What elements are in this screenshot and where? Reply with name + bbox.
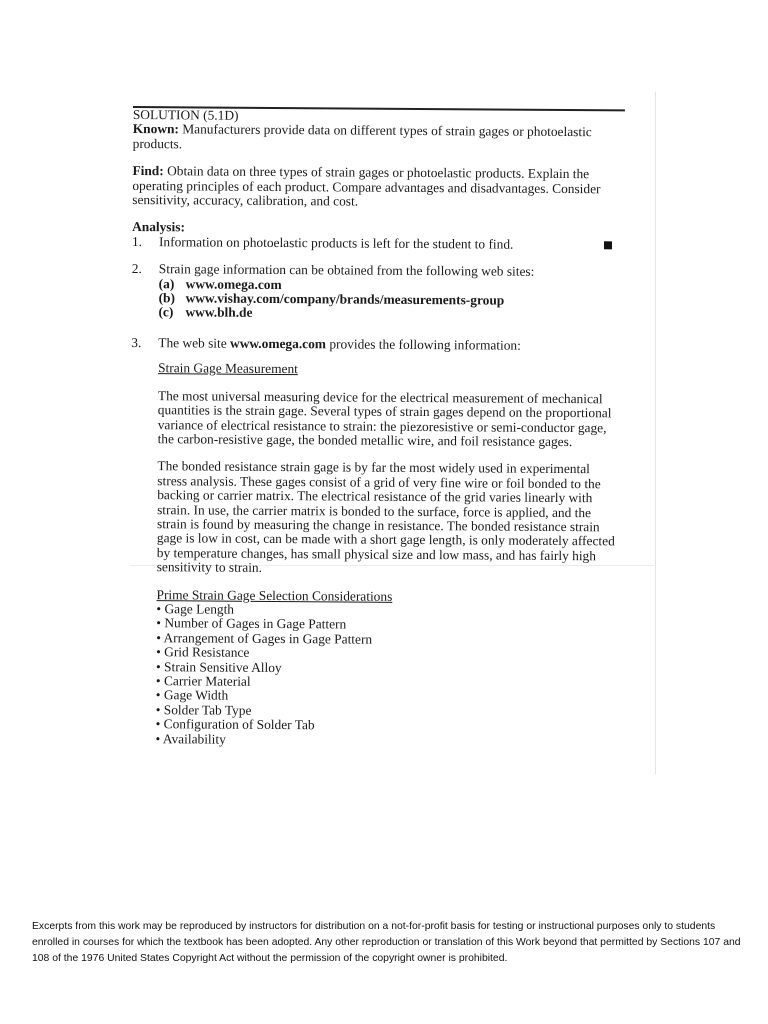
bullet: • bbox=[155, 701, 161, 718]
copyright-notice: Excerpts from this work may be reproduced by instructors for distribution on a not-for-profit basis for testing or instructional purposes only to students enrolled in courses for which the textbook has been adopted. Any other reproduction or translation of this Work beyond that permitted by Sections 107 and 108 of the 1976 United States Copyright Act without the permission of the copyright owner is prohibited. bbox=[32, 921, 741, 964]
consideration: Configuration of Solder Tab bbox=[163, 716, 315, 733]
known-paragraph bbox=[133, 122, 625, 154]
strain-gage-measurement-heading: Strain Gage Measurement bbox=[158, 360, 298, 377]
find-text: Obtain data on three types of strain gages or photoelastic products. Explain the operating principles of each product. Compare advantages and disadvantages. Consider sensitivity, accuracy, calibration, and cost. bbox=[132, 163, 601, 209]
consideration: Arrangement of Gages in Gage Pattern bbox=[163, 630, 373, 647]
site-url: www.omega.com bbox=[185, 276, 282, 292]
site-letter: (b) bbox=[158, 290, 176, 306]
selection-considerations-heading: Prime Strain Gage Selection Considerations bbox=[156, 586, 393, 604]
web-site-list bbox=[158, 277, 623, 323]
analysis-heading: Analysis: bbox=[132, 219, 185, 235]
list-item bbox=[155, 732, 620, 750]
web-site-item bbox=[158, 306, 623, 324]
bullet: • bbox=[156, 629, 161, 645]
find-label: Find: bbox=[132, 163, 164, 179]
item-text: Information on photoelastic products is left for the student to find. bbox=[158, 234, 514, 252]
consideration: Gage Length bbox=[164, 601, 235, 617]
item-text bbox=[158, 336, 521, 353]
bullet: • bbox=[155, 658, 161, 674]
measurement-paragraph-1: The most universal measuring device for the electrical measurement of mechanical quantities is the strain gage. Several types of strain gages depend on the proportional variance of electrical resistance to strain: the piezoresistive or semi-conductor gage, the carbon-resistive gage, the bonded metallic wire, and foil resistance gages. bbox=[157, 387, 612, 449]
item-text-before: The web site bbox=[158, 335, 231, 351]
bullet: • bbox=[155, 716, 161, 732]
consideration: Number of Gages in Gage Pattern bbox=[164, 615, 347, 632]
item-number: 2. bbox=[131, 261, 142, 277]
solution-title: SOLUTION (5.1D) bbox=[132, 106, 239, 123]
end-of-solution-square bbox=[604, 241, 612, 249]
scan-edge-line bbox=[655, 92, 656, 774]
measurement-paragraph-2: The bonded resistance strain gage is by far the most widely used in experimental stress analysis. These gages consist of a grid of very fine wire or foil bonded to the backing or carrier matrix. The electrical resistance of the grid varies linearly with strain. In use, the carrier matrix is bonded to the surface, force is applied, and the strain is found by measuring the change in resistance. The bonded resistance strain gage is low in cost, can be made with a short gage length, is only moderately affected by temperature changes, has small physical size and low mass, and has fairly high sensitivity to strain. bbox=[156, 458, 615, 576]
find-paragraph bbox=[132, 164, 624, 211]
site-url: www.blh.de bbox=[185, 304, 253, 321]
consideration: Carrier Material bbox=[163, 673, 251, 689]
analysis-item-2 bbox=[131, 262, 623, 323]
bullet: • bbox=[156, 644, 161, 660]
known-text: Manufacturers provide data on different types of strain gages or photoelastic products. bbox=[132, 121, 592, 152]
analysis-item-1 bbox=[132, 235, 624, 253]
bullet: • bbox=[155, 687, 161, 703]
consideration: Availability bbox=[162, 730, 226, 747]
site-letter: (c) bbox=[158, 304, 174, 320]
site-url: www.vishay.com/company/brands/measurements-group bbox=[185, 290, 505, 308]
consideration: Grid Resistance bbox=[164, 644, 250, 661]
bullet: • bbox=[156, 601, 162, 617]
item-number: 3. bbox=[131, 334, 142, 350]
bullet: • bbox=[156, 615, 162, 631]
analysis-item-3 bbox=[128, 336, 623, 750]
bullet: • bbox=[155, 673, 161, 689]
considerations-list bbox=[155, 602, 621, 749]
item-site: www.omega.com bbox=[230, 335, 327, 352]
scanned-page bbox=[128, 98, 625, 749]
item-text-after: provides the following information: bbox=[325, 336, 521, 353]
bullet: • bbox=[155, 730, 161, 746]
known-label: Known: bbox=[132, 121, 179, 137]
consideration: Strain Sensitive Alloy bbox=[164, 658, 282, 675]
consideration: Gage Width bbox=[163, 687, 229, 704]
consideration: Solder Tab Type bbox=[163, 702, 252, 718]
item-text: Strain gage information can be obtained from the following web sites: bbox=[158, 261, 535, 280]
item-number: 1. bbox=[131, 233, 143, 249]
site-letter: (a) bbox=[158, 275, 175, 291]
